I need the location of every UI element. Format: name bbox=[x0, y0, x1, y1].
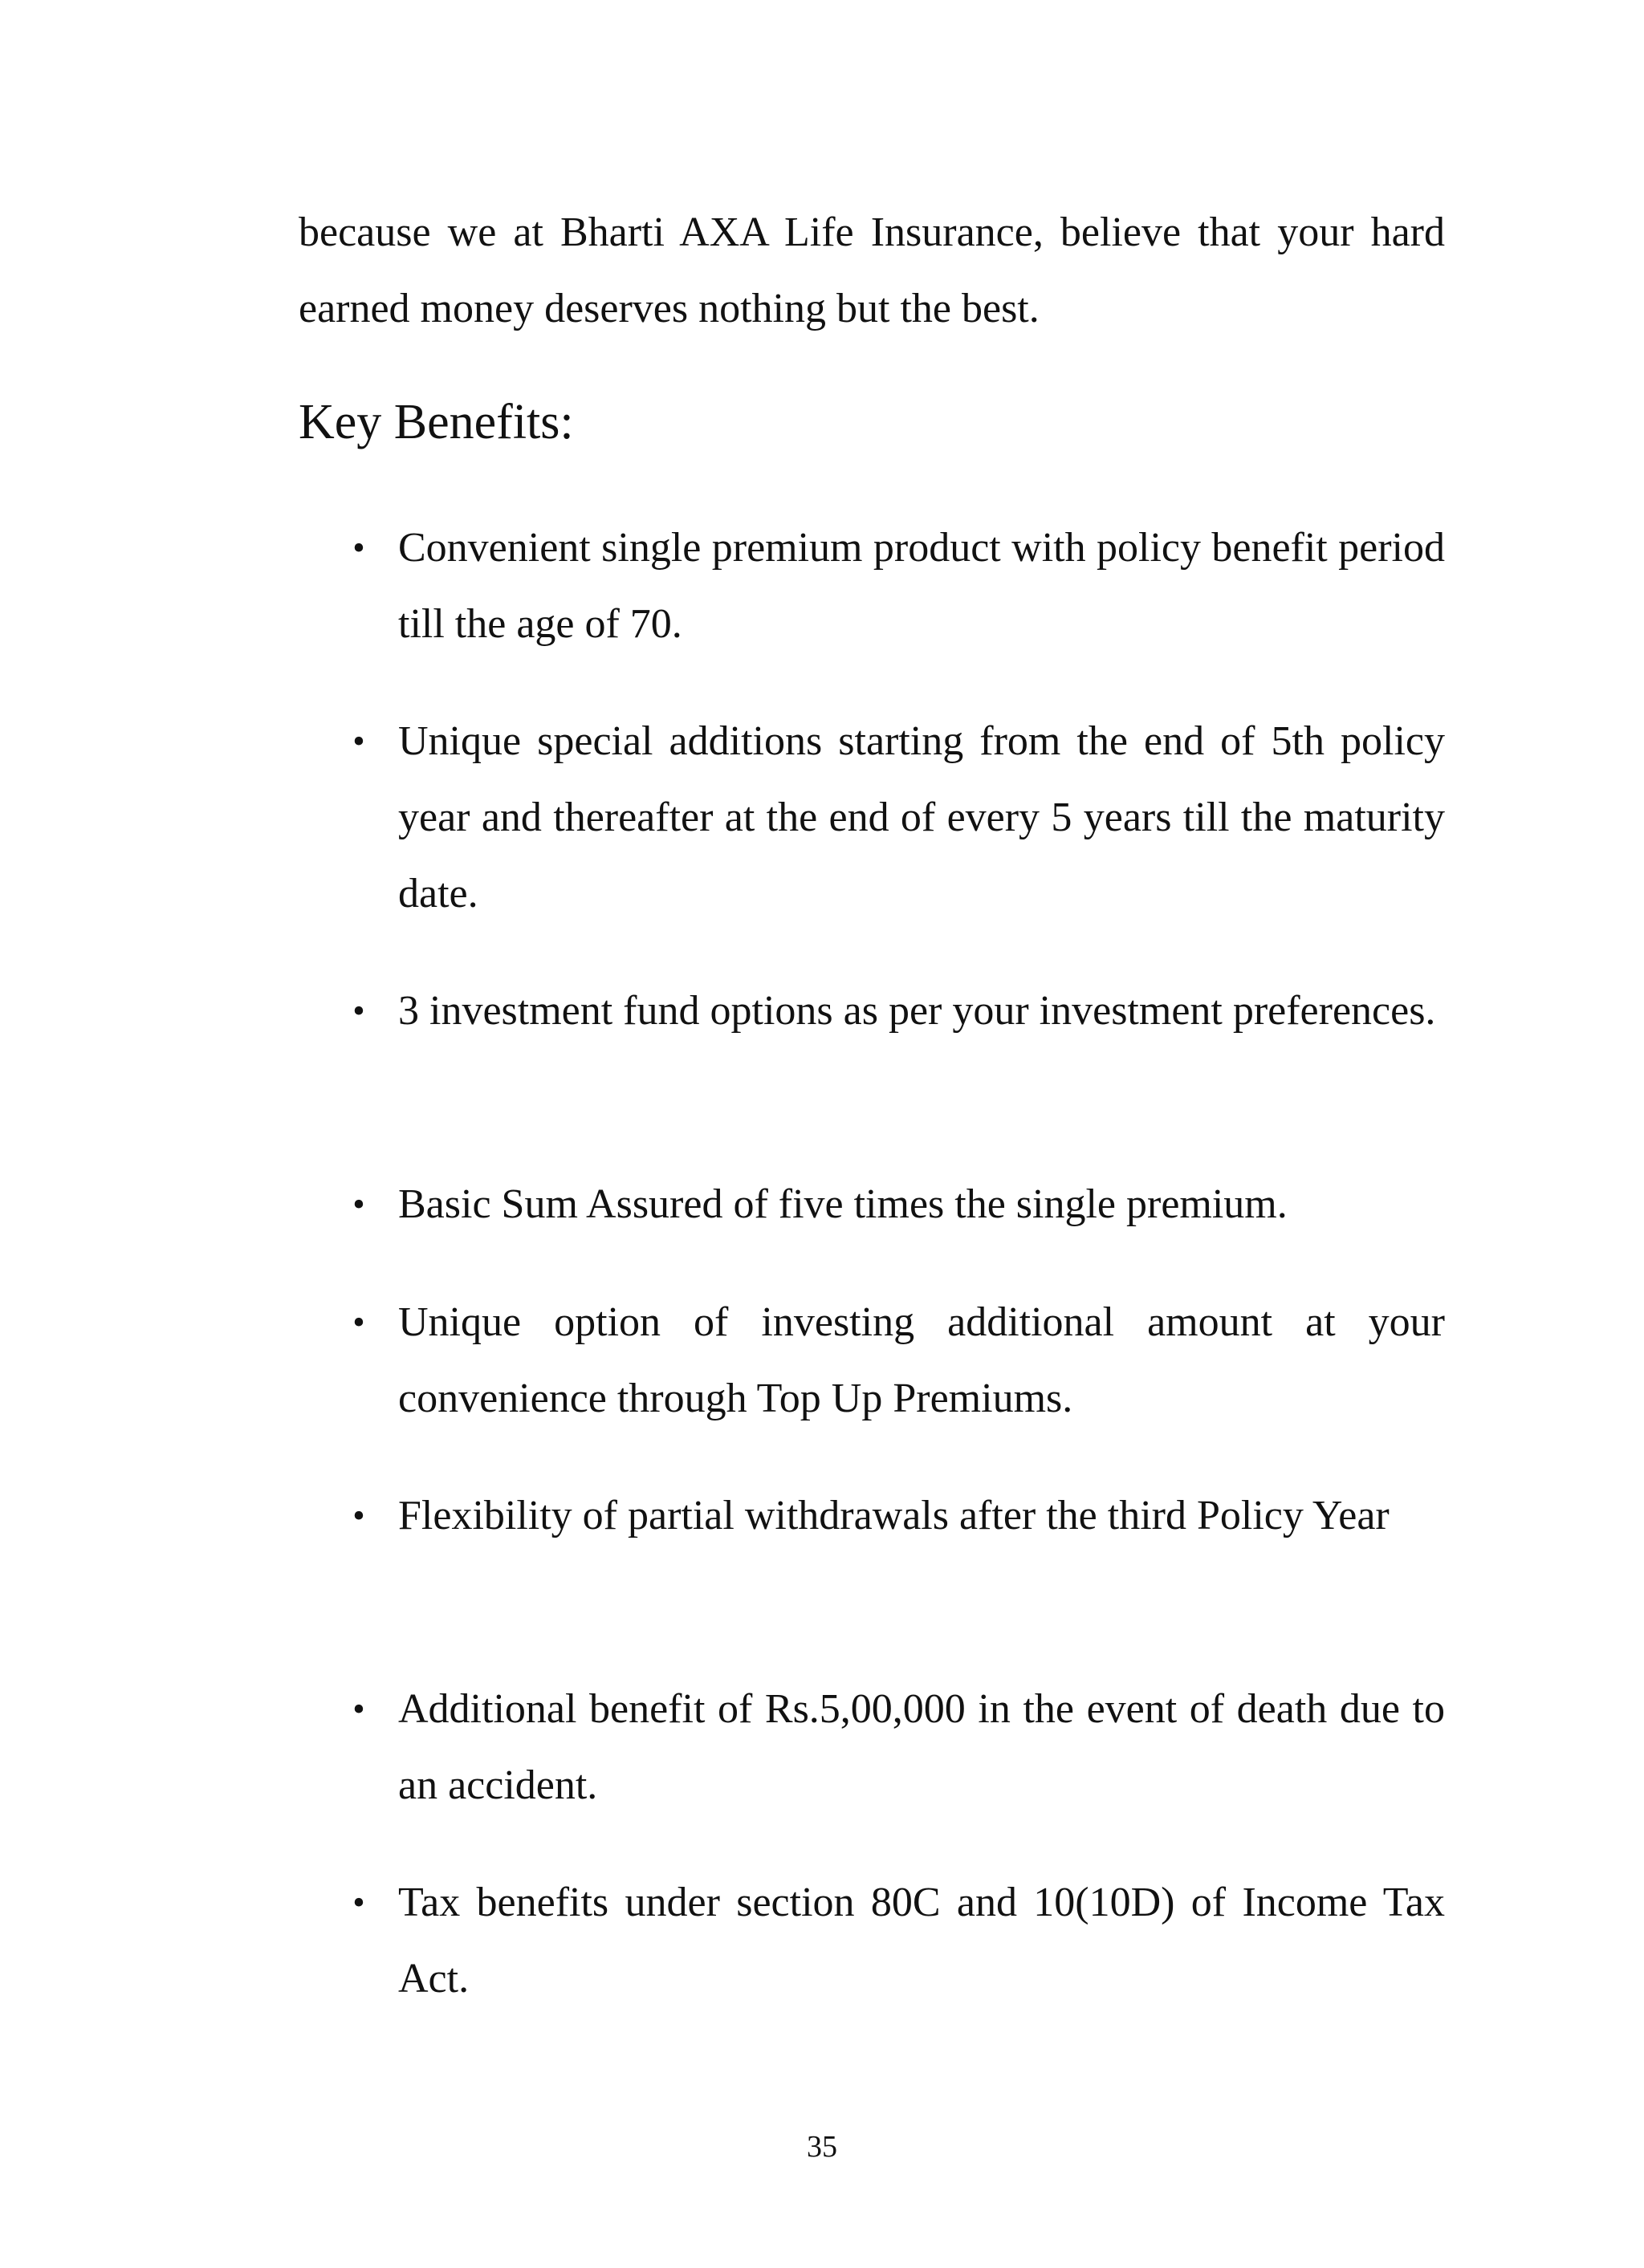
bullet-icon: • bbox=[352, 991, 365, 1030]
benefit-item bbox=[352, 1864, 1445, 2017]
benefit-item bbox=[352, 1477, 1445, 1554]
benefit-text: Flexibility of partial withdrawals after the third Policy Year bbox=[398, 1493, 1390, 1538]
benefit-item bbox=[352, 703, 1445, 932]
benefit-item bbox=[352, 1671, 1445, 1823]
benefit-text: Unique special additions starting from the end of 5th policy year and thereafter at the end of every 5 years till the maturity date. bbox=[398, 718, 1445, 917]
intro-paragraph: because we at Bharti AXA Life Insurance, believe that your hard earned money deserves nothing but the best. bbox=[299, 209, 1445, 331]
bullet-icon: • bbox=[352, 1689, 365, 1729]
benefit-text: Additional benefit of Rs.5,00,000 in the event of death due to an accident. bbox=[398, 1686, 1445, 1808]
benefit-item bbox=[352, 1284, 1445, 1437]
benefit-item bbox=[352, 1166, 1445, 1242]
benefit-text: Unique option of investing additional amount at your convenience through Top Up Premiums. bbox=[398, 1299, 1445, 1421]
bullet-icon: • bbox=[352, 1496, 365, 1535]
bullet-icon: • bbox=[352, 1185, 365, 1224]
bullet-icon: • bbox=[352, 1883, 365, 1922]
benefit-text: 3 investment fund options as per your investment preferences. bbox=[398, 988, 1436, 1034]
bullet-icon: • bbox=[352, 1303, 365, 1342]
bullet-icon: • bbox=[352, 721, 365, 761]
benefit-item bbox=[352, 973, 1445, 1049]
page-number: 35 bbox=[807, 2130, 837, 2164]
bullet-icon: • bbox=[352, 528, 365, 567]
benefit-item bbox=[352, 510, 1445, 662]
benefit-text: Tax benefits under section 80C and 10(10D) of Income Tax Act. bbox=[398, 1880, 1445, 2002]
key-benefits-heading: Key Benefits: bbox=[299, 395, 574, 449]
benefit-text: Basic Sum Assured of five times the single premium. bbox=[398, 1181, 1288, 1227]
benefit-text: Convenient single premium product with policy benefit period till the age of 70. bbox=[398, 525, 1445, 647]
